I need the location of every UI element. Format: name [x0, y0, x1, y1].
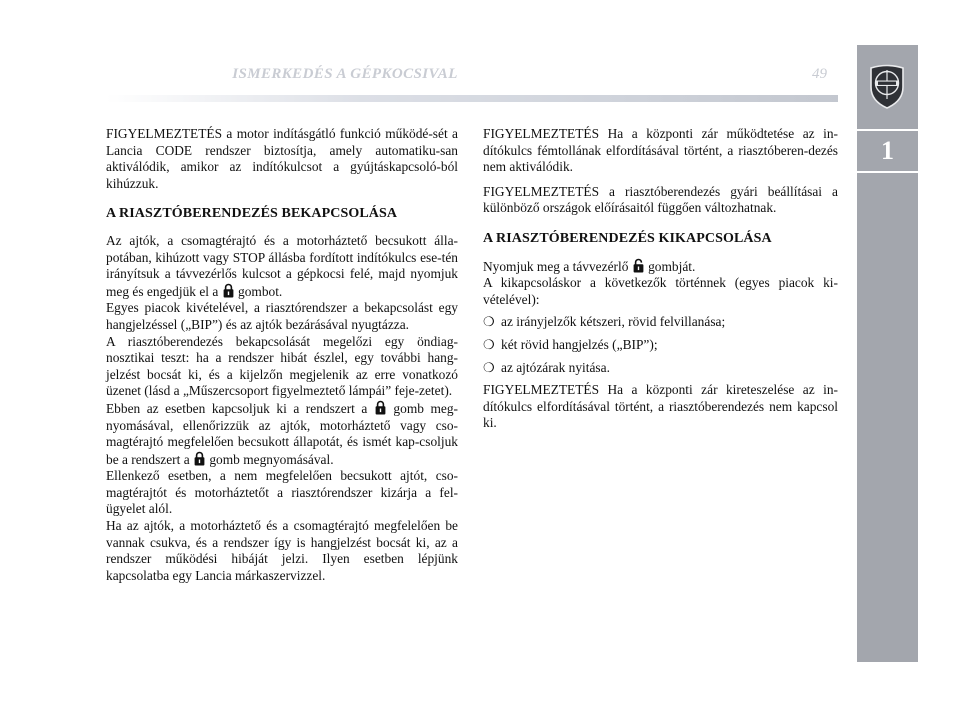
- warning-central-unlock-key: FIGYELMEZTETÉS Ha a központi zár kireteszelése az in-dítókulcs elfordításával történt, a riasztóberendezés nem kapcsol ki.: [483, 382, 838, 431]
- padlock-icon: [194, 451, 205, 466]
- paragraph-exclusion: Ellenkező esetben, a nem megfelelően becsukott ajtót, cso-magtérajtót és motorháztetőt a riasztórendszer kizárja a fel-ügyelet alól.: [106, 468, 458, 517]
- paragraph-deactivation-effects: A kikapcsoláskor a következők történnek (egyes piacok ki-vételével):: [483, 275, 838, 307]
- paragraph-text: Nyomjuk meg a távvezérlő: [483, 258, 629, 274]
- section-heading-activation: A RIASZTÓBERENDEZÉS BEKAPCSOLÁSA: [106, 206, 398, 222]
- paragraph-text: Az ajtók, a csomagtérajtó és a motorháztető becsukott álla-potában, kihúzott vagy STOP állásba fordított indítókulcs ese-tén irányítsuk a távvezérlős kulcsot a gépkocsi felé, majd nyomjuk meg és engedjük el a: [106, 232, 458, 299]
- paragraph-text: gombját.: [648, 258, 696, 274]
- header-rule: [106, 95, 838, 102]
- running-header-title: ISMERKEDÉS A GÉPKOCSIVAL: [232, 66, 458, 82]
- list-item-text: az ajtózárak nyitása.: [501, 359, 610, 375]
- list-item: [483, 360, 838, 377]
- paragraph-text: gombot.: [238, 283, 283, 299]
- paragraph-text: Ebben az esetben kapcsoljuk ki a rendszert a: [106, 400, 368, 416]
- left-column: [106, 126, 458, 584]
- circle-bullet-icon: ❍: [483, 359, 495, 375]
- chapter-sidebar: [857, 45, 918, 662]
- padlock-icon: [633, 258, 644, 273]
- sidebar-divider: [857, 171, 918, 173]
- paragraph-text: gomb megnyomásával.: [209, 451, 334, 467]
- paragraph-activation: [106, 233, 458, 300]
- paragraph-malfunction: Ha az ajtók, a motorháztető és a csomagtérajtó megfelelően be vannak csukva, és a rendszer így is hangjelzést bocsát ki, az a rendszer működési hibáját jelzi. Ilyen esetben lépjünk kapcsolatba egy Lancia márkaszervizzel.: [106, 518, 458, 583]
- deactivation-effects-list: [483, 314, 838, 376]
- list-item: [483, 314, 838, 331]
- list-item-text: az irányjelzők kétszeri, rövid felvillanása;: [501, 314, 726, 330]
- paragraph-deactivation: [483, 258, 838, 276]
- lancia-shield-logo-icon: [867, 63, 907, 109]
- circle-bullet-icon: ❍: [483, 336, 495, 352]
- chapter-number: 1: [881, 136, 894, 165]
- circle-bullet-icon: ❍: [483, 314, 495, 330]
- right-column: [483, 126, 838, 432]
- warning-factory-settings: FIGYELMEZTETÉS a riasztóberendezés gyári beállításai a különböző országok előírásaitól függően változhatnak.: [483, 183, 838, 216]
- paragraph-self-diagnostic: A riasztóberendezés bekapcsolását megelőzi egy öndiag-nosztikai teszt: ha a rendszer hibát észlel, egy további hang-jelzést bocsát ki, és a kijelzőn megjelenik az erre vonatkozó üzenet (lásd a „Műszercsoport figyelmeztető lámpái” feje-zetet).: [106, 333, 458, 399]
- warning-central-lock-key: FIGYELMEZTETÉS Ha a központi zár működtetése az in-dítókulcs fémtollának elfordításával történt, a riasztóberen-dezés nem aktiválódik.: [483, 126, 838, 175]
- list-item-text: két rövid hangjelzés („BIP”);: [501, 336, 658, 352]
- paragraph-text: gomb meg-nyomásával, ellenőrizzük az ajtók, motorháztető vagy cso-magtérajtó megfelelően becsukott állapotát, és ismét kap-csoljuk be a rendszert a: [106, 400, 458, 467]
- sidebar-logo-cell: [857, 45, 918, 128]
- list-item: [483, 337, 838, 354]
- paragraph-error-handling: [106, 400, 458, 468]
- padlock-icon: [375, 400, 386, 415]
- padlock-icon: [223, 283, 234, 298]
- section-heading-deactivation: A RIASZTÓBERENDEZÉS KIKAPCSOLÁSA: [483, 230, 772, 246]
- warning-motor-immobilizer: FIGYELMEZTETÉS a motor indításgátló funkció működé-sét a Lancia CODE rendszer biztosítja, amely automatiku-san aktiválódik, amikor az indítókulcsot a gyújtáskapcsoló-ból kihúzzuk.: [106, 126, 458, 191]
- page-number: 49: [812, 66, 827, 82]
- paragraph-acknowledgement: Egyes piacok kivételével, a riasztórendszer a bekapcsolást egy hangjelzéssel („BIP”) és az ajtók bezárásával nyugtázza.: [106, 300, 458, 332]
